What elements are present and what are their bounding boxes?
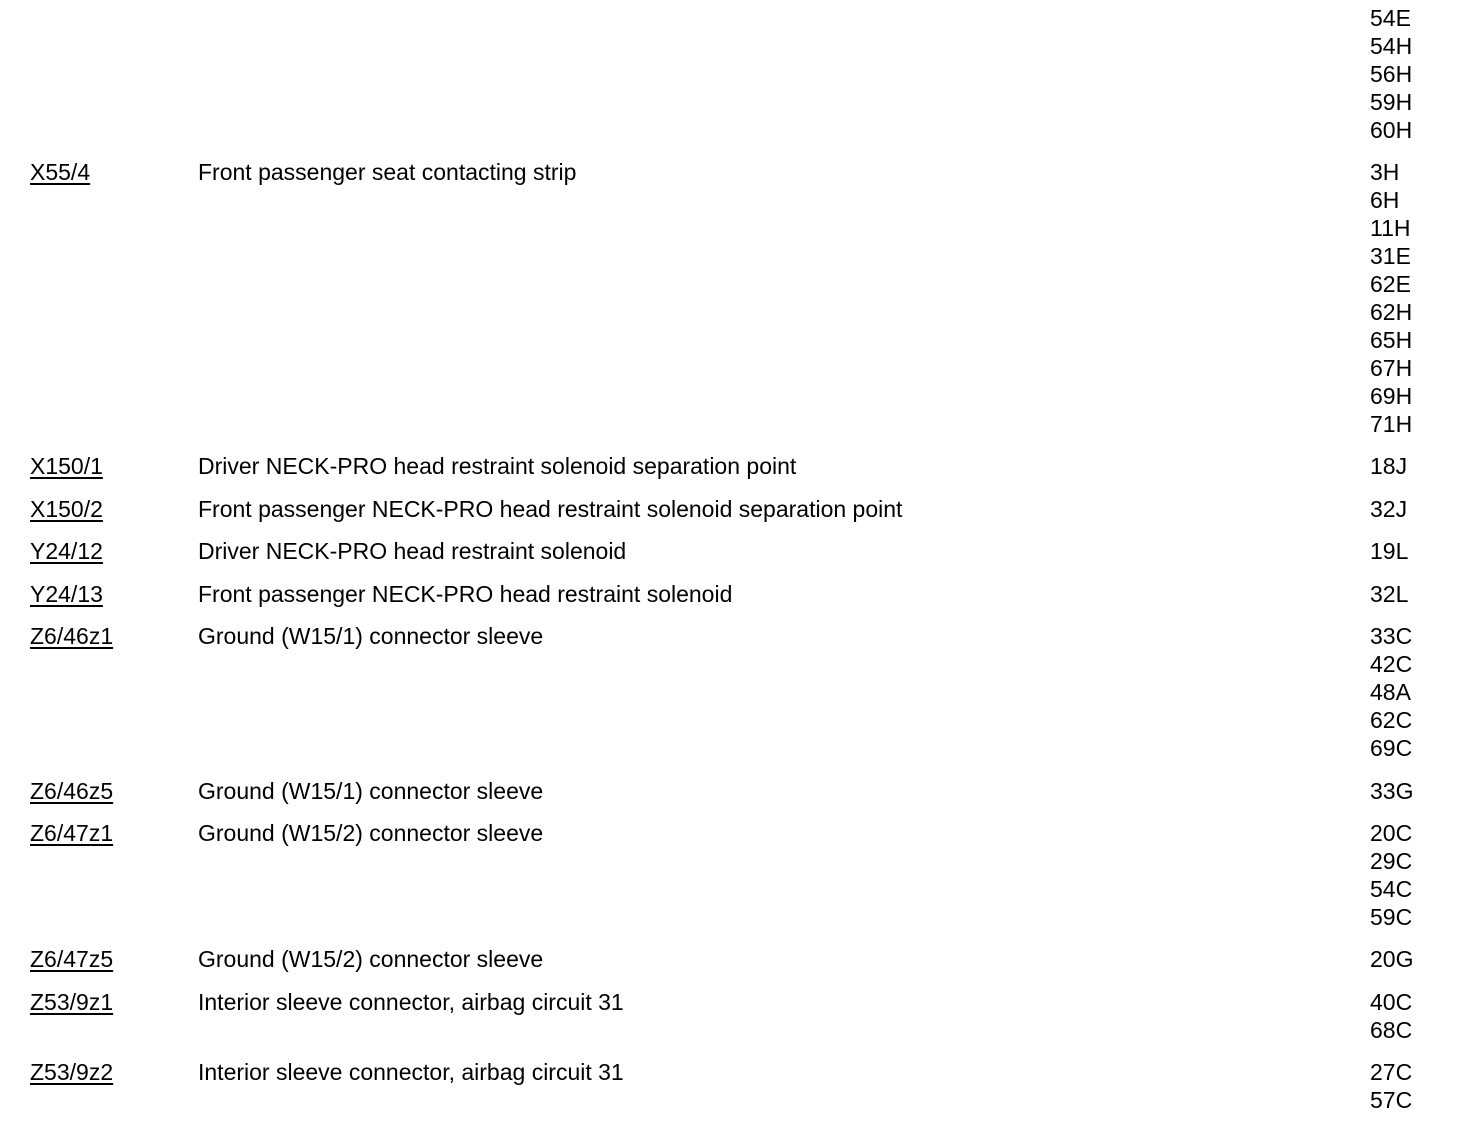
reference-list	[1370, 580, 1408, 608]
reference-item: 62C	[1370, 707, 1413, 733]
reference-list	[1370, 777, 1413, 805]
reference-item: 20G	[1370, 946, 1414, 972]
component-code-link[interactable]: X55/4	[30, 159, 91, 185]
reference-item: 54H	[1370, 33, 1413, 59]
reference-list	[1370, 819, 1412, 931]
component-description: Front passenger NECK-PRO head restraint solenoid	[198, 581, 733, 607]
component-code-link[interactable]: X150/2	[30, 496, 103, 522]
reference-list	[1370, 1058, 1412, 1114]
reference-item: 32J	[1370, 496, 1408, 522]
reference-item: 29C	[1370, 848, 1413, 874]
reference-item: 27C	[1370, 1059, 1413, 1085]
reference-item: 32L	[1370, 581, 1409, 607]
reference-item: 3H	[1370, 159, 1400, 185]
reference-list	[1370, 622, 1412, 762]
reference-item: 54E	[1370, 5, 1411, 31]
reference-item: 18J	[1370, 453, 1408, 479]
reference-item: 11H	[1370, 215, 1411, 241]
component-description: Front passenger seat contacting strip	[198, 159, 577, 185]
reference-item: 62H	[1370, 299, 1413, 325]
reference-item: 60H	[1370, 117, 1413, 143]
reference-item: 56H	[1370, 61, 1413, 87]
reference-item: 54C	[1370, 876, 1413, 902]
reference-item: 6H	[1370, 187, 1400, 213]
component-description: Ground (W15/1) connector sleeve	[198, 623, 544, 649]
reference-item: 19L	[1370, 538, 1409, 564]
component-code-link[interactable]: Y24/12	[30, 538, 103, 564]
reference-list	[1370, 537, 1408, 565]
reference-list	[1370, 452, 1407, 480]
reference-item: 40C	[1370, 989, 1413, 1015]
reference-item: 20C	[1370, 820, 1413, 846]
component-description: Interior sleeve connector, airbag circuit 31	[198, 1059, 624, 1085]
component-description: Interior sleeve connector, airbag circuit 31	[198, 989, 624, 1015]
reference-item: 33C	[1370, 623, 1413, 649]
reference-item: 68C	[1370, 1017, 1413, 1043]
component-code-link[interactable]: Z53/9z1	[30, 989, 114, 1015]
component-code-link[interactable]: Z53/9z2	[30, 1059, 114, 1085]
component-description: Ground (W15/1) connector sleeve	[198, 778, 544, 804]
reference-item: 69H	[1370, 383, 1413, 409]
component-code-link[interactable]: Z6/46z5	[30, 778, 114, 804]
component-description: Driver NECK-PRO head restraint solenoid	[198, 538, 627, 564]
component-code-link[interactable]: X150/1	[30, 453, 103, 479]
reference-item: 59C	[1370, 904, 1413, 930]
component-description: Ground (W15/2) connector sleeve	[198, 820, 544, 846]
component-code-link[interactable]: Z6/47z5	[30, 946, 114, 972]
reference-list	[1370, 945, 1413, 973]
reference-item: 59H	[1370, 89, 1413, 115]
reference-item: 48A	[1370, 679, 1411, 705]
reference-item: 62E	[1370, 271, 1411, 297]
reference-list	[1370, 988, 1412, 1044]
component-code-link[interactable]: Z6/46z1	[30, 623, 114, 649]
reference-item: 69C	[1370, 735, 1413, 761]
reference-list	[1370, 495, 1407, 523]
component-description: Ground (W15/2) connector sleeve	[198, 946, 544, 972]
reference-item: 71H	[1370, 411, 1413, 437]
reference-item: 42C	[1370, 651, 1413, 677]
component-code-link[interactable]: Y24/13	[30, 581, 103, 607]
component-description: Front passenger NECK-PRO head restraint solenoid separation point	[198, 496, 903, 522]
reference-item: 67H	[1370, 355, 1413, 381]
reference-list	[1370, 158, 1412, 438]
reference-item: 33G	[1370, 778, 1414, 804]
component-description: Driver NECK-PRO head restraint solenoid separation point	[198, 453, 797, 479]
component-code-link[interactable]: Z6/47z1	[30, 820, 114, 846]
reference-item: 65H	[1370, 327, 1413, 353]
reference-item: 57C	[1370, 1087, 1413, 1113]
reference-list	[1370, 4, 1412, 144]
reference-item: 31E	[1370, 243, 1411, 269]
